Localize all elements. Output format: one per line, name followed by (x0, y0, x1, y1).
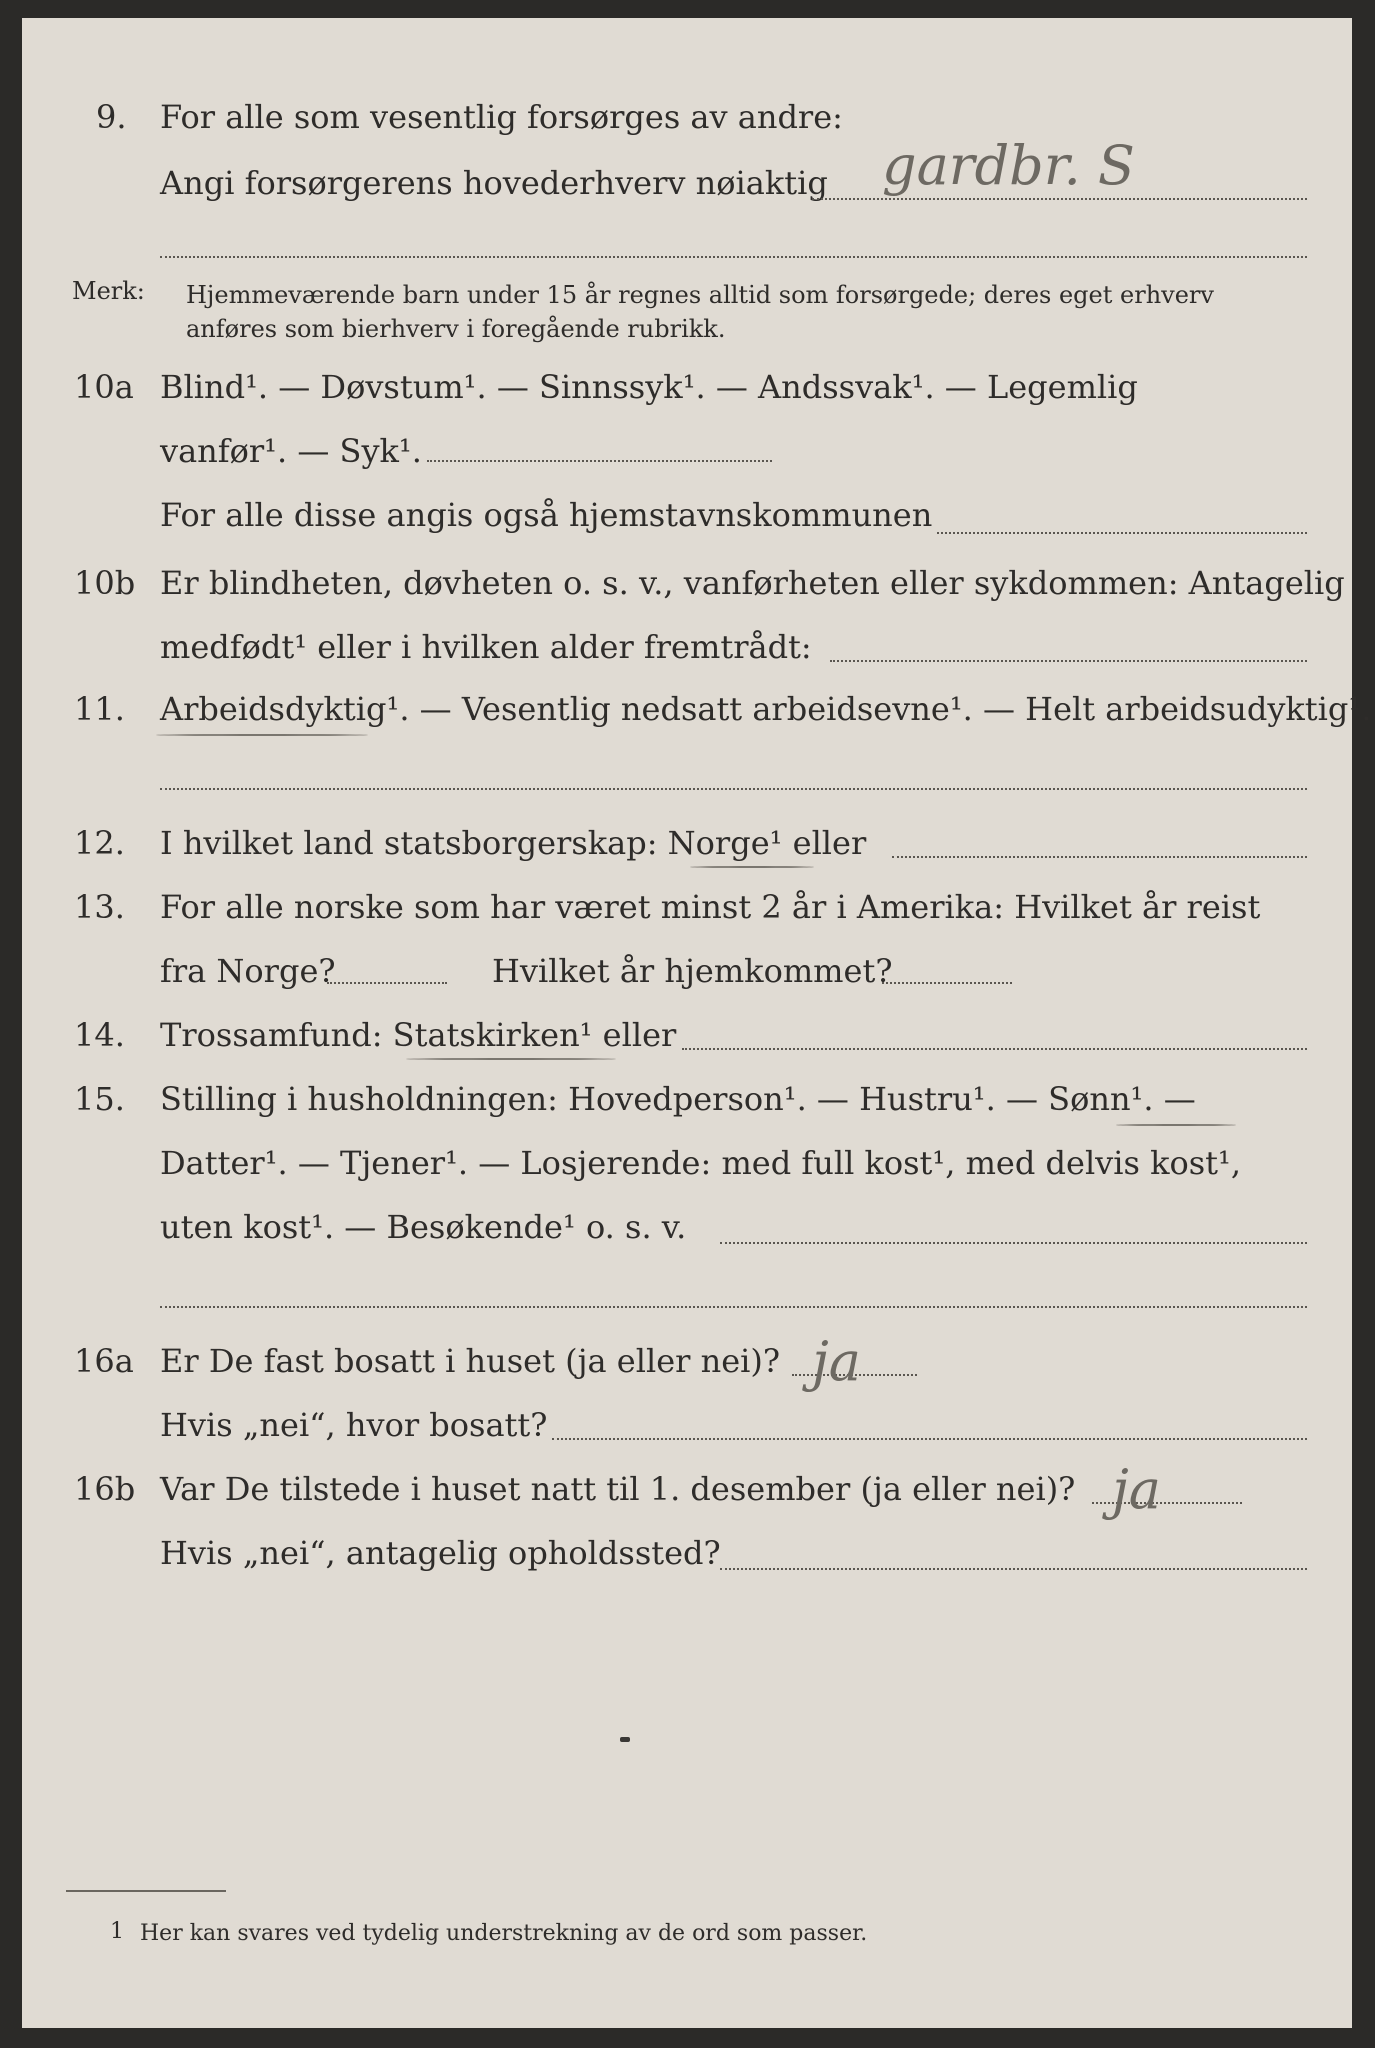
q9-line2: Angi forsørgerens hovederhverv nøiaktig (160, 164, 828, 202)
footnote-separator (66, 1890, 226, 1892)
q16b-opholdssted-line[interactable] (720, 1568, 1307, 1570)
footnote-text: Her kan svares ved tydelig understrekning av de ord som passer. (140, 1921, 868, 1946)
q16b-line1: Var De tilstede i huset natt til 1. desember (ja eller nei)? (160, 1470, 1076, 1508)
q10a-syk-line[interactable] (427, 460, 772, 462)
q10a-line1: Blind¹. — Døvstum¹. — Sinnssyk¹. — Andssvak¹. — Legemlig (160, 368, 1138, 406)
q15-number: 15. (74, 1080, 125, 1118)
q16a-line1: Er De fast bosatt i huset (ja eller nei)? (160, 1342, 781, 1380)
q16a-handwritten-answer: ja (812, 1330, 861, 1393)
q11-number: 11. (74, 690, 125, 728)
q10b-alder-line[interactable] (830, 660, 1307, 662)
q13-line2b: Hvilket år hjemkommet? (492, 952, 893, 990)
q15-extra-line[interactable] (160, 1306, 1307, 1308)
q10a-line2: vanfør¹. — Syk¹. (160, 432, 422, 470)
q13-line1: For alle norske som har været minst 2 år i Amerika: Hvilket år reist (160, 888, 1261, 926)
merk-line2: anføres som bierhverv i foregående rubrikk. (186, 315, 726, 343)
q12-land-line[interactable] (892, 856, 1307, 858)
q15-line3: uten kost¹. — Besøkende¹ o. s. v. (160, 1208, 687, 1246)
q10b-line2: medfødt¹ eller i hvilken alder fremtrådt: (160, 628, 812, 666)
q15-line1: Stilling i husholdningen: Hovedperson¹. — Hustru¹. — Sønn¹. — (160, 1080, 1196, 1118)
q10b-line1: Er blindheten, døvheten o. s. v., vanførheten eller sykdommen: Antagelig (160, 564, 1345, 602)
merk-line1: Hjemmeværende barn under 15 år regnes alltid som forsørgede; deres eget erhverv (186, 281, 1214, 309)
q12-underline-mark (690, 866, 814, 868)
q15-underline-mark (1116, 1124, 1236, 1126)
q14-number: 14. (74, 1016, 125, 1054)
q9-answer-line[interactable] (812, 198, 1307, 200)
q13-hjemkommet-line[interactable] (882, 982, 1012, 984)
census-form-page (22, 18, 1372, 2028)
q16b-number: 16b (74, 1470, 136, 1508)
q12-line1: I hvilket land statsborgerskap: Norge¹ eller (160, 824, 867, 862)
q13-number: 13. (74, 888, 125, 926)
q12-number: 12. (74, 824, 125, 862)
q16a-number: 16a (74, 1342, 134, 1380)
q16a-line2: Hvis „nei“, hvor bosatt? (160, 1406, 548, 1444)
q9-line1: For alle som vesentlig forsørges av andre: (160, 98, 843, 136)
q15-besokende-line[interactable] (720, 1242, 1307, 1244)
q9-number: 9. (96, 98, 127, 136)
q13-line2a: fra Norge? (160, 952, 336, 990)
q16a-bosatt-line[interactable] (552, 1438, 1307, 1440)
q11-line1: Arbeidsdyktig¹. — Vesentlig nedsatt arbeidsevne¹. — Helt arbeidsudyktig¹. (160, 690, 1372, 728)
q10a-number: 10a (74, 368, 134, 406)
q10a-kommune-line[interactable] (937, 532, 1307, 534)
q14-trossamfund-line[interactable] (682, 1048, 1307, 1050)
q10b-number: 10b (74, 564, 136, 602)
merk-label: Merk: (72, 277, 145, 305)
q9-extra-line[interactable] (160, 256, 1307, 258)
q15-line2: Datter¹. — Tjener¹. — Losjerende: med full kost¹, med delvis kost¹, (160, 1144, 1242, 1182)
ink-mark (620, 1737, 630, 1742)
q14-underline-mark (406, 1058, 616, 1060)
q13-reist-line[interactable] (327, 982, 447, 984)
q11-extra-line[interactable] (160, 788, 1307, 790)
q10a-line3: For alle disse angis også hjemstavnskommunen (160, 496, 933, 534)
footnote-marker: 1 (110, 1919, 124, 1944)
q9-handwritten-answer: gardbr. S (882, 134, 1135, 197)
q14-line1: Trossamfund: Statskirken¹ eller (160, 1016, 677, 1054)
q16b-handwritten-answer: ja (1112, 1458, 1161, 1521)
q11-underline-mark (156, 734, 368, 736)
q16b-line2: Hvis „nei“, antagelig opholdssted? (160, 1534, 721, 1572)
